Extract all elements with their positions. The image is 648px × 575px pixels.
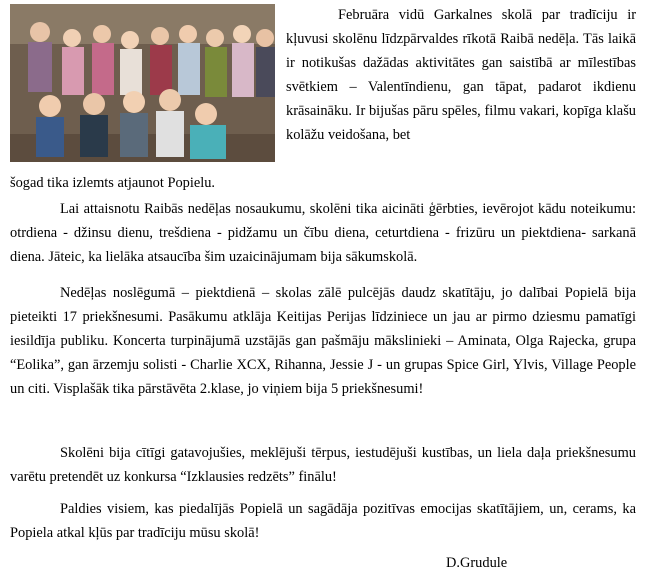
- paragraph-dress-code: Lai attaisnotu Raibās nedēļas nosaukumu, skolēni tika aicināti ģērbties, ievērojot kādu noteikumu: otrdiena - džinsu dienu, trešdiena - pidžamu un čību diena, ceturtdiena - frizūru un piektdiena- sarkanā diena. Jāteic, ka lielāka atsaucība šim uzaicinājumam bija sākumskolā.: [10, 201, 636, 265]
- intro-text: Februāra vidū Garkalnes skolā par tradīciju ir kļuvusi skolēnu līdzpārvaldes rīkotā Raibā nedēļa. Tās laikā ir notikušas dažādas aktivitātes gan saistībā ar mīlestības svētkiem – Valentīndienu, gan tāpat, padarot ikdienu krāsaināku. Ir bijušas pāru spēles, filmu vakari, kopīga klašu kolāžu veidošana, bet: [286, 7, 636, 143]
- paragraph-thanks: Paldies visiem, kas piedalījās Popielā un sagādāja pozitīvas emocijas skatītājiem, un, cerams, ka Popiela atkal kļūs par tradīciju mūsu skolā!: [10, 501, 636, 541]
- children-group-image: [10, 4, 275, 162]
- intro-paragraph-end: šogad tika izlemts atjaunot Popielu.: [10, 175, 216, 191]
- paragraph-concert: Nedēļas noslēgumā – piektdienā – skolas zālē pulcējās daudz skatītāju, jo dalībai Popielā bija pieteikti 17 priekšnesumi. Pasākumu atklāja Keitijas Perijas līdziniece un jau ar pirmo dziesmu pamatīgi iesildīja publiku. Koncerta turpinājumā uzstājās gan pašmāju mākslinieki – Aminata, Olga Rajecka, grupa “Eolika”, gan ārzemju solisti - Charlie XCX, Rihanna, Jessie J - un grupas Spice Girl, Ylvis, Village People un citi. Visplašāk tika pārstāvēta 2.klase, jo viņiem bija 5 priekšnesumi!: [10, 285, 636, 397]
- author-signature: D.Grudule: [446, 555, 508, 571]
- paragraph-preparation: Skolēni bija cītīgi gatavojušies, meklējuši tērpus, iestudējuši kustības, un liela daļa priekšnesumu varētu pretendēt uz konkursa “Izklausies redzēts” finālu!: [10, 445, 636, 485]
- intro-paragraph: [286, 3, 636, 147]
- article-photo: [10, 4, 275, 162]
